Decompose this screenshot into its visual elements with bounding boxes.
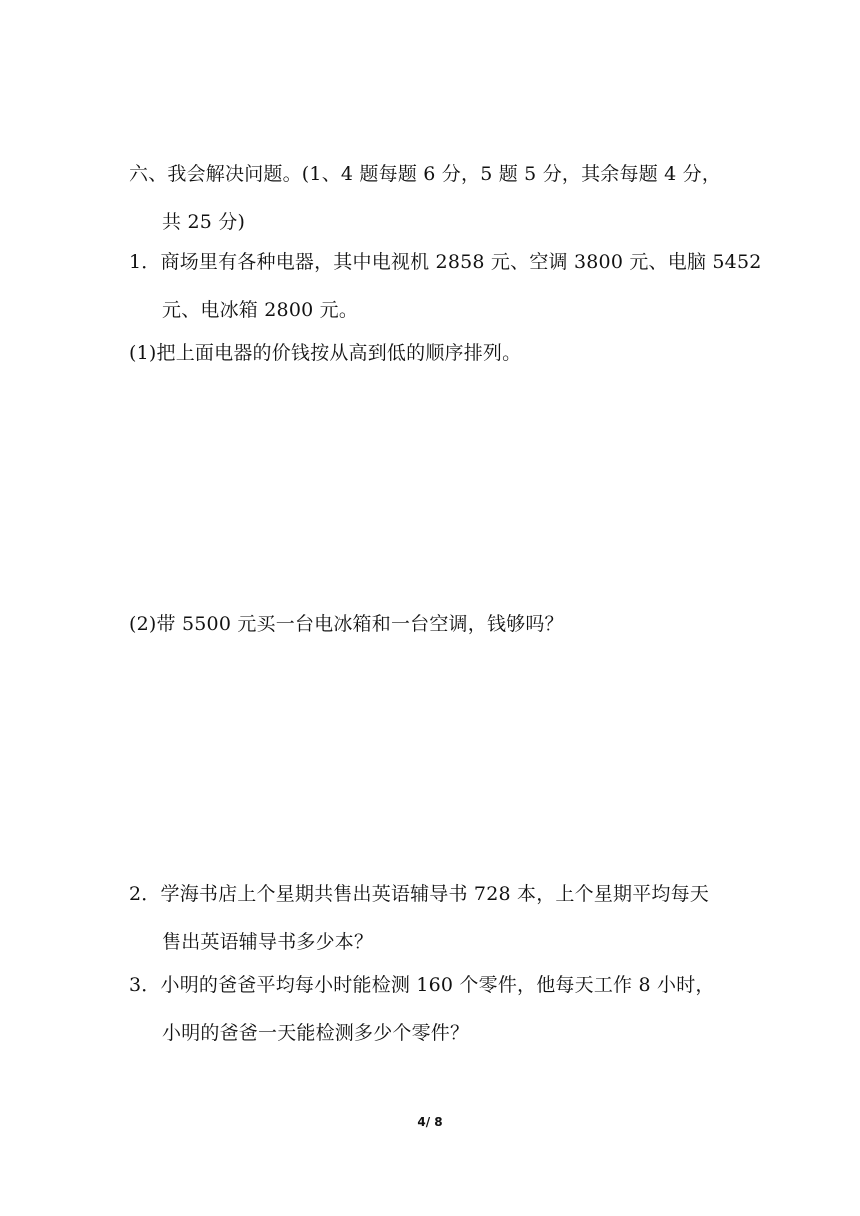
question-3-text: 3．小明的爸爸平均每小时能检测 160 个零件，他每天工作 8 小时， [129,974,715,996]
section-title: 六、我会解决问题。(1、4 题每题 6 分，5 题 5 分，其余每题 4 分， [129,163,722,185]
question-1-subquestion-1: (1)把上面电器的价钱按从高到低的顺序排列。 [129,342,522,364]
question-3-text-continuation: 小明的爸爸一天能检测多少个零件？ [162,1022,470,1044]
question-1-text: 1．商场里有各种电器，其中电视机 2858 元、空调 3800 元、电脑 5452 [129,251,762,273]
question-2-text: 2．学海书店上个星期共售出英语辅导书 728 本，上个星期平均每天 [129,883,710,905]
question-1-subquestion-2: (2)带 5500 元买一台电冰箱和一台空调，钱够吗？ [129,613,564,635]
page-number: 4/ 8 [417,1115,443,1129]
question-2-text-continuation: 售出英语辅导书多少本？ [162,931,374,953]
section-title-continuation: 共 25 分) [162,211,246,233]
question-1-text-continuation: 元、电冰箱 2800 元。 [162,299,359,321]
